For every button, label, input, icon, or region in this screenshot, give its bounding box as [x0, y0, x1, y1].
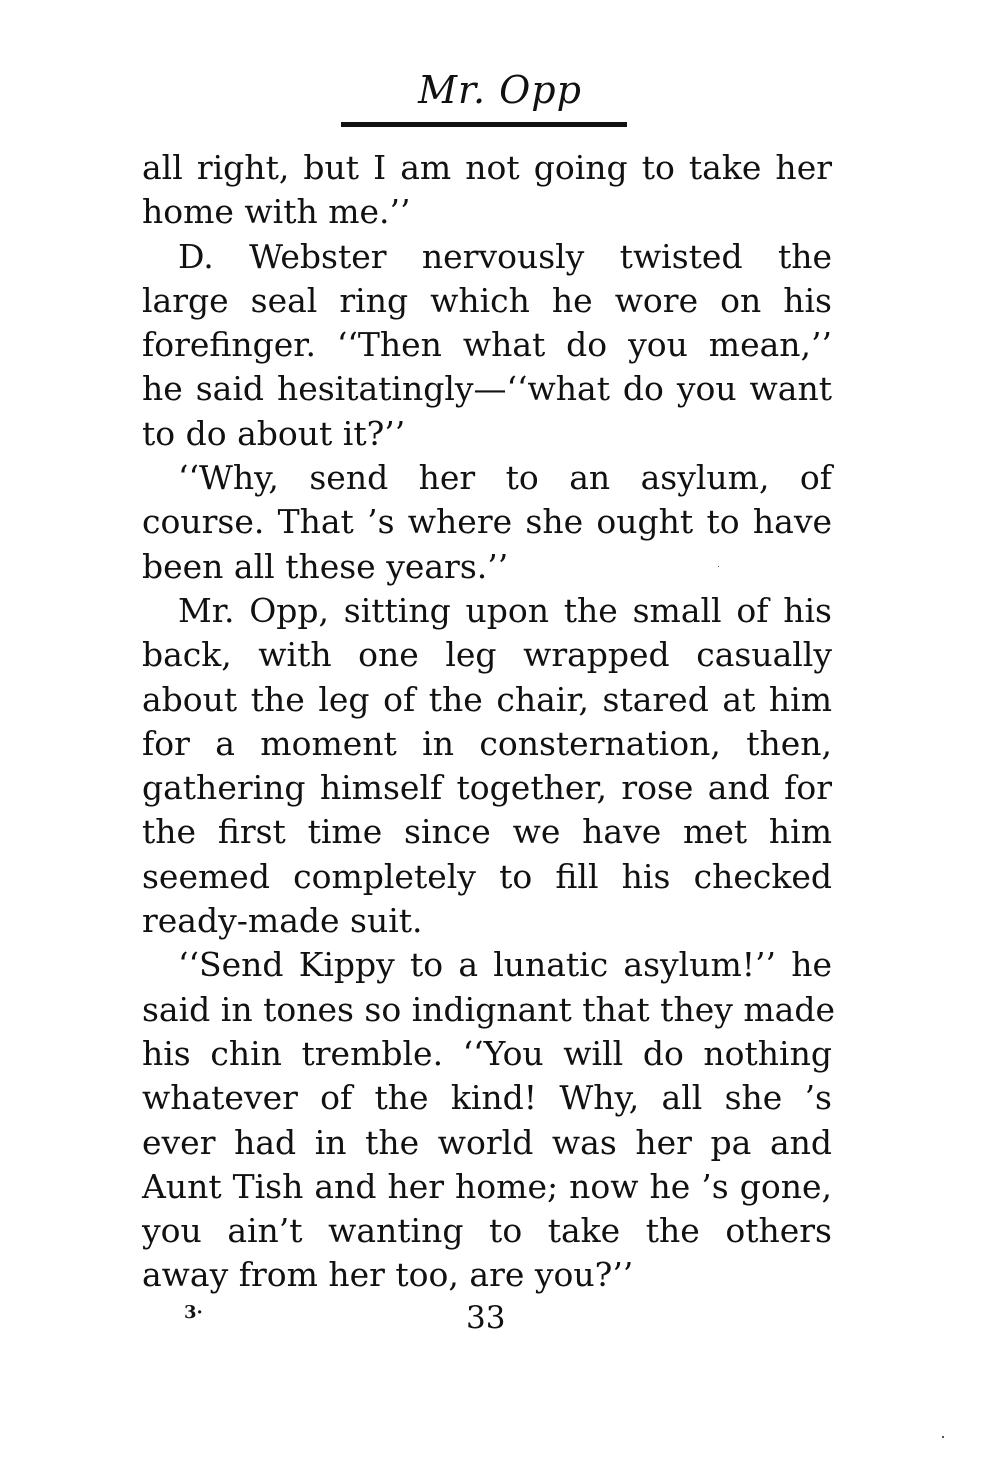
text-line: for a moment in consternation, then,	[142, 723, 832, 763]
text-line: away from her too, are you?’’	[142, 1255, 634, 1295]
text-line: Aunt Tish and her home; now he ’s gone,	[142, 1166, 832, 1206]
page-number: 33	[466, 1300, 506, 1336]
text-line: said in tones so indignant that they made	[142, 989, 835, 1029]
text-line: you ain’t wanting to take the others	[142, 1211, 832, 1251]
text-line: home with me.’’	[142, 192, 411, 232]
text-line: whatever of the kind! Why, all she ’s	[142, 1078, 832, 1118]
text-line: ready-made suit.	[142, 901, 423, 941]
page-footer	[0, 1300, 1000, 1340]
text-line: been all these years.’’	[142, 546, 509, 586]
scan-speck	[942, 1436, 944, 1438]
text-line: to do about it?’’	[142, 413, 406, 453]
text-line: he said hesitatingly—‘‘what do you want	[142, 369, 832, 409]
text-line: back, with one leg wrapped casually	[142, 635, 832, 675]
running-head: Mr. Opp	[418, 68, 582, 112]
text-line: course. That ’s where she ought to have	[142, 502, 832, 542]
signature-mark: 3·	[184, 1302, 203, 1323]
text-line: Mr. Opp, sitting upon the small of his	[178, 590, 832, 630]
text-line: about the leg of the chair, stared at him	[142, 679, 832, 719]
text-line: the first time since we have met him	[142, 812, 832, 852]
text-line: gathering himself together, rose and for	[142, 768, 832, 808]
body-text	[142, 146, 835, 1298]
text-line: D. Webster nervously twisted the	[178, 236, 832, 276]
text-line: all right, but I am not going to take her	[142, 148, 832, 187]
text-line: seemed completely to fill his checked	[142, 856, 832, 896]
text-line: forefinger. ‘‘Then what do you mean,’’	[142, 325, 832, 365]
head-rule	[341, 122, 627, 127]
text-line: ‘‘Why, send her to an asylum, of	[178, 458, 832, 498]
text-line: ‘‘Send Kippy to a lunatic asylum!’’ he	[178, 945, 832, 985]
text-line: ever had in the world was her pa and	[142, 1122, 832, 1162]
text-line: large seal ring which he wore on his	[142, 280, 832, 320]
scan-speck	[718, 566, 719, 567]
text-line: his chin tremble. ‘‘You will do nothing	[142, 1033, 832, 1073]
